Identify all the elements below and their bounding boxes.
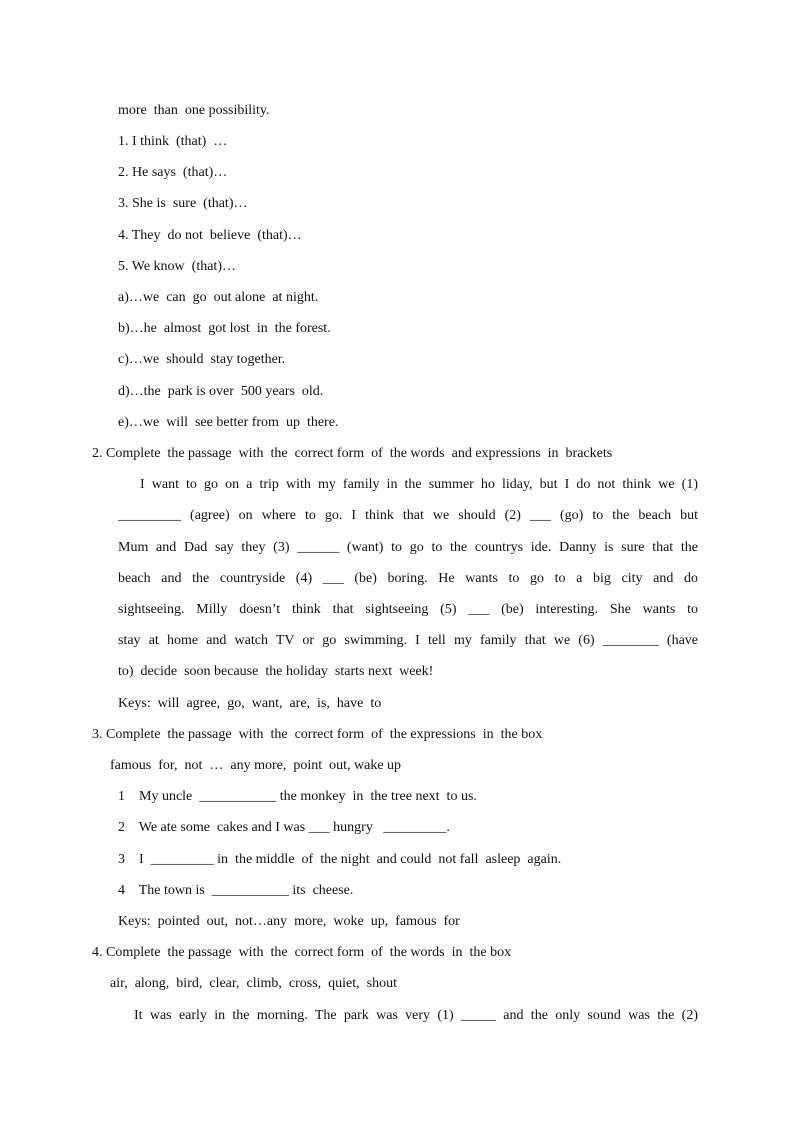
clause-a: a)…we can go out alone at night.	[118, 290, 319, 305]
passage-line-1: I want to go on a trip with my family in the summer ho liday, but I do not think we (1)	[140, 477, 698, 492]
exercise-3-item-1: 1 My uncle ___________ the monkey in the tree next to us.	[118, 789, 477, 804]
passage-line-5: sightseeing. Milly doesn’t think that sightseeing (5) ___ (be) interesting. She wants to	[118, 602, 698, 617]
clause-c: c)…we should stay together.	[118, 352, 286, 367]
clause-e: e)…we will see better from up there.	[118, 415, 339, 430]
exercise-3-item-2: 2 We ate some cakes and I was ___ hungry _________.	[118, 820, 450, 835]
passage-line-3: Mum and Dad say they (3) ______ (want) to go to the countrys ide. Danny is sure that the	[118, 540, 698, 555]
stem-2: 2. He says (that)…	[118, 165, 228, 180]
exercise-3-item-3: 3 I _________ in the middle of the night and could not fall asleep again.	[118, 852, 562, 867]
clause-d: d)…the park is over 500 years old.	[118, 384, 324, 399]
exercise-3-word-box: famous for, not … any more, point out, wake up	[110, 758, 402, 773]
stem-3: 3. She is sure (that)…	[118, 196, 248, 211]
passage-line-4: beach and the countryside (4) ___ (be) boring. He wants to go to a big city and do	[118, 571, 698, 586]
exercise-2-heading: 2. Complete the passage with the correct form of the words and expressions in brackets	[92, 446, 613, 461]
exercise-4-passage-line-1: It was early in the morning. The park was very (1) _____ and the only sound was the (2)	[134, 1008, 698, 1023]
clause-b: b)…he almost got lost in the forest.	[118, 321, 331, 336]
passage-line-7: to) decide soon because the holiday starts next week!	[118, 664, 434, 679]
stem-1: 1. I think (that) …	[118, 134, 228, 149]
exercise-4-heading: 4. Complete the passage with the correct form of the words in the box	[92, 945, 512, 960]
stem-4: 4. They do not believe (that)…	[118, 228, 302, 243]
passage-line-6: stay at home and watch TV or go swimming. I tell my family that we (6) ________ (have	[118, 633, 698, 648]
exercise-3-keys: Keys: pointed out, not…any more, woke up, famous for	[118, 914, 460, 929]
passage-line-2: _________ (agree) on where to go. I think that we should (2) ___ (go) to the beach but	[118, 508, 698, 523]
exercise-2-keys: Keys: will agree, go, want, are, is, have to	[118, 696, 382, 711]
exercise-3-item-4: 4 The town is ___________ its cheese.	[118, 883, 354, 898]
exercise-4-word-box: air, along, bird, clear, climb, cross, quiet, shout	[110, 976, 397, 991]
stem-5: 5. We know (that)…	[118, 259, 236, 274]
intro-tail: more than one possibility.	[118, 103, 270, 118]
exercise-3-heading: 3. Complete the passage with the correct form of the expressions in the box	[92, 727, 543, 742]
